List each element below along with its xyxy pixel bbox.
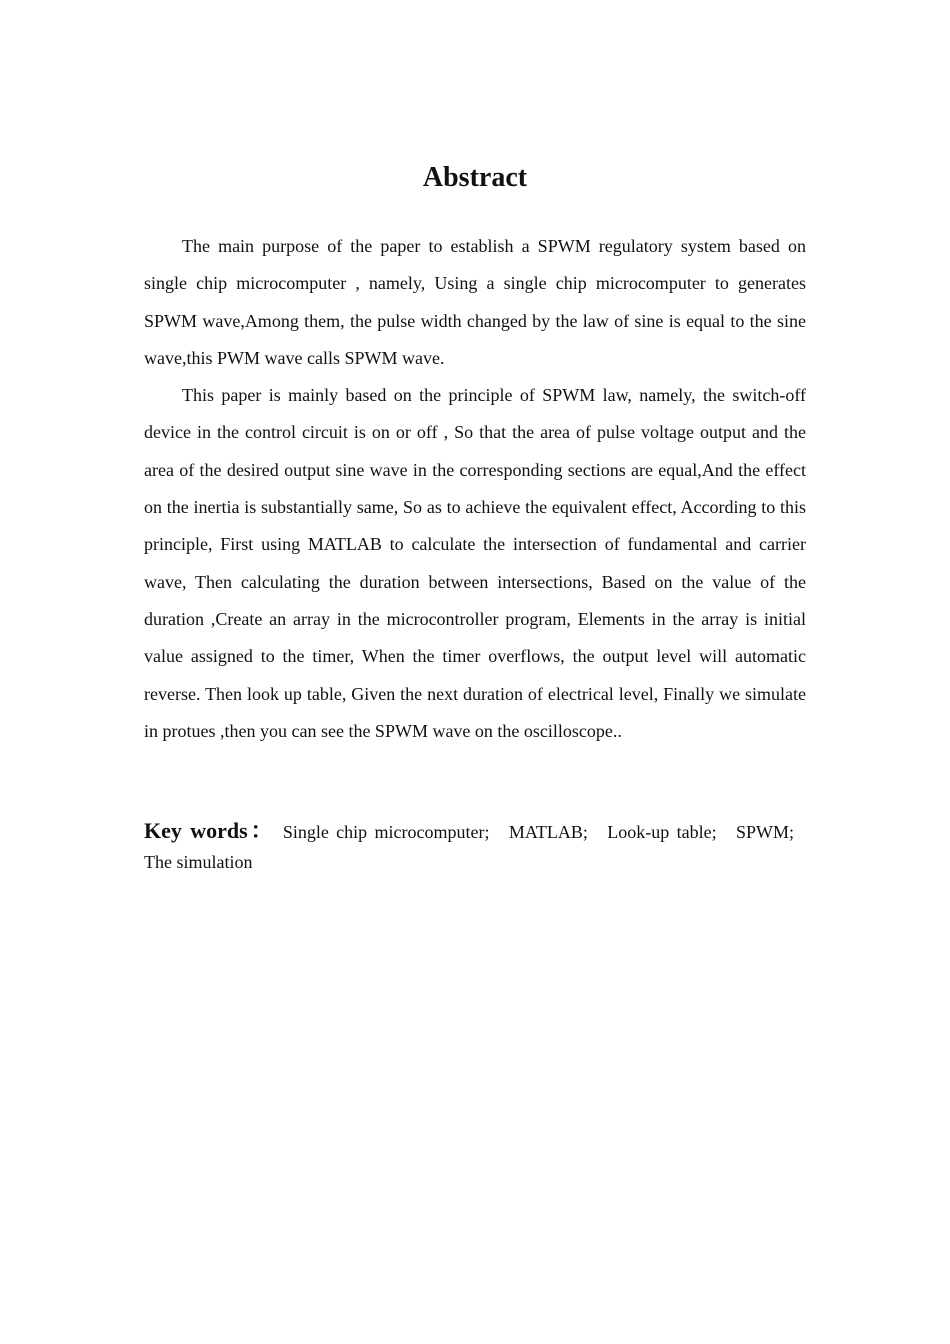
abstract-title: Abstract (422, 162, 528, 193)
keywords-line (144, 816, 806, 877)
abstract-paragraph-2: This paper is mainly based on the principle of SPWM law, namely, the switch-off device in the control circuit is on or off , So that the area of pulse voltage output and the area of the desired output sine wave in the corresponding sections are equal,And the effect on the inertia is substantially same, So as to achieve the equivalent effect, According to this principle, First using MATLAB to calculate the intersection of fundamental and carrier wave, Then calculating the duration between intersections, Based on the value of the duration ,Create an array in the microcontroller program, Elements in the array is initial value assigned to the timer, When the timer overflows, the output level will automatic reverse. Then look up table, Given the next duration of electrical level, Finally we simulate in protues ,then you can see the SPWM wave on the oscilloscope.. (144, 385, 806, 741)
keyword-item: The simulation (144, 852, 253, 872)
keywords-label: Key words： (144, 818, 276, 843)
keyword-item: Single chip microcomputer; (282, 822, 490, 842)
keyword-item: SPWM; (736, 822, 795, 842)
abstract-body (144, 228, 806, 750)
keyword-item: MATLAB; (508, 822, 588, 842)
keyword-item: Look-up table; (607, 822, 717, 842)
abstract-paragraph-1: The main purpose of the paper to establish a SPWM regulatory system based on single chip microcomputer , namely, Using a single chip microcomputer to generates SPWM wave,Among them, the pulse width changed by the law of sine is equal to the sine wave,this PWM wave calls SPWM wave. (144, 236, 806, 368)
